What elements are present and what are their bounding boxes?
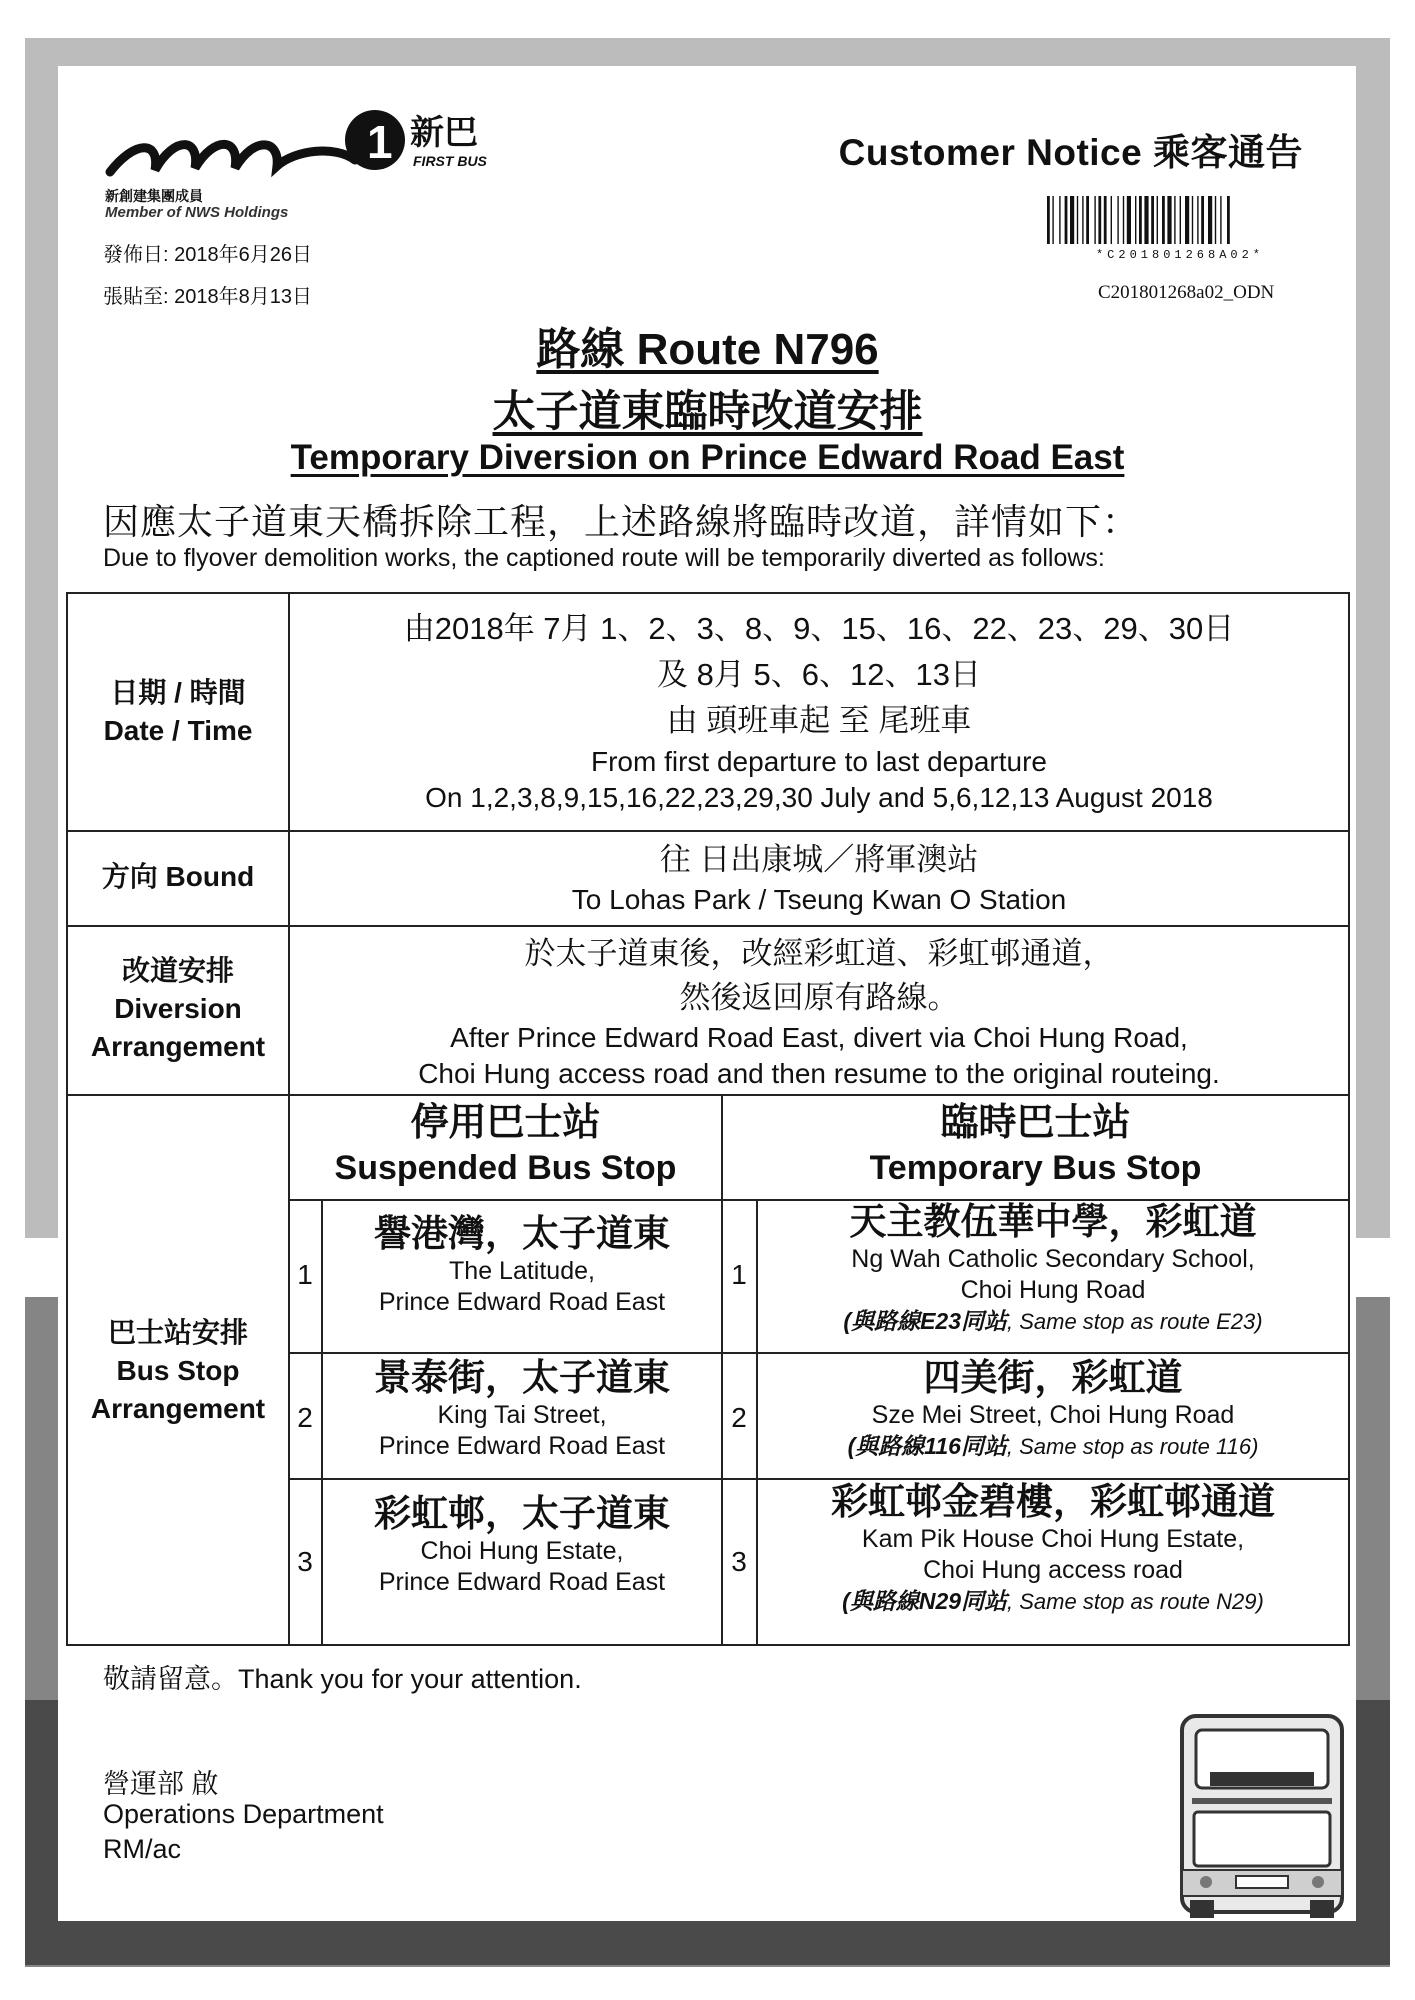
department-en: Operations Department	[103, 1799, 384, 1829]
same-stop-note-zh: (與路線116同站	[847, 1433, 1007, 1459]
diversion-en-line1: After Prince Edward Road East, divert via Choi Hung Road,	[450, 1022, 1188, 1053]
barcode-bar	[1123, 196, 1124, 244]
bus-stop-label-en2: Arrangement	[90, 1393, 266, 1424]
barcode-bar	[1065, 196, 1068, 244]
diversion-table	[66, 592, 1350, 1646]
temporary-stop-zh: 天主教伍華中學，彩虹道	[849, 1201, 1257, 1242]
barcode-bar	[1208, 196, 1212, 244]
barcode-bar	[1104, 196, 1107, 244]
temporary-stop-number: 2	[731, 1402, 747, 1433]
barcode-bar	[1117, 196, 1118, 244]
bound-en: To Lohas Park / Tseung Kwan O Station	[571, 884, 1067, 915]
thank-you-note: 敬請留意。Thank you for your attention.	[103, 1664, 582, 1694]
suspended-stop-en1: Choi Hung Estate,	[420, 1537, 624, 1565]
temporary-stop-number: 1	[731, 1259, 747, 1290]
customer-notice-title: Customer Notice 乘客通告	[838, 132, 1303, 173]
suspended-stop-number: 1	[297, 1259, 313, 1290]
barcode-bar	[1227, 196, 1230, 244]
temporary-stop-en1: Sze Mei Street, Choi Hung Road	[871, 1401, 1235, 1429]
bound-label: 方向 Bound	[101, 861, 255, 892]
diversion-label-en2: Arrangement	[90, 1031, 266, 1062]
same-stop-note	[758, 1431, 1348, 1462]
suspended-header-en: Suspended Bus Stop	[334, 1149, 677, 1187]
suspended-stop-number: 3	[297, 1546, 313, 1577]
barcode-bar	[1215, 196, 1216, 244]
bus-stop-label	[68, 1314, 288, 1428]
barcode	[1045, 196, 1315, 260]
suspended-stop	[323, 1492, 721, 1598]
diversion-zh-line1: 於太子道東後，改經彩虹道、彩虹邨通道，	[524, 936, 1114, 971]
barcode-bar	[1185, 196, 1189, 244]
suspended-stop-en2: Prince Edward Road East	[378, 1432, 666, 1460]
post-until-date: 張貼至: 2018年8月13日	[103, 286, 312, 308]
temporary-header-en: Temporary Bus Stop	[869, 1149, 1202, 1187]
barcode-bar	[1174, 196, 1175, 244]
diversion-title-en: Temporary Diversion on Prince Edward Road East	[290, 438, 1125, 477]
barcode-bar	[1052, 196, 1053, 244]
reference-code: RM/ac	[103, 1834, 182, 1864]
bus-stop-label-en1: Bus Stop	[116, 1355, 240, 1386]
same-stop-note	[758, 1586, 1348, 1617]
date-label-zh: 日期 / 時間	[110, 677, 246, 708]
barcode-bar	[1082, 196, 1083, 244]
barcode-bar	[1197, 196, 1198, 244]
temporary-stop-en2: Choi Hung Road	[960, 1276, 1146, 1304]
bound-details	[290, 838, 1348, 918]
diversion-zh-line2: 然後返回原有路線。	[679, 980, 959, 1015]
barcode-bar	[1180, 196, 1181, 244]
date-zh-line2: 及 8月 5、6、12、13日	[657, 657, 981, 692]
temporary-header-zh: 臨時巴士站	[940, 1102, 1131, 1144]
suspended-stop-number: 2	[297, 1402, 313, 1433]
suspended-stop	[323, 1356, 721, 1462]
same-stop-note-en: , Same stop as route N29)	[1007, 1589, 1264, 1614]
issue-date: 發佈日: 2018年6月26日	[103, 244, 312, 266]
same-stop-note-en: , Same stop as route E23)	[1007, 1309, 1263, 1334]
barcode-bar	[1070, 196, 1074, 244]
same-stop-note	[758, 1306, 1348, 1337]
intro-zh: 因應太子道東天橋拆除工程，上述路線將臨時改道，詳情如下：	[103, 501, 1140, 542]
svg-text:1: 1	[367, 116, 393, 168]
suspended-stop-zh: 譽港灣，太子道東	[374, 1213, 670, 1254]
diversion-label	[68, 952, 288, 1066]
barcode-bar	[1201, 196, 1204, 244]
suspended-header-zh: 停用巴士站	[410, 1102, 601, 1144]
temporary-stop	[758, 1356, 1348, 1462]
diversion-details	[290, 932, 1348, 1092]
intro-en: Due to flyover demolition works, the captioned route will be temporarily diverted as follows:	[103, 544, 1105, 572]
barcode-bar	[1059, 196, 1060, 244]
temporary-header	[723, 1100, 1348, 1190]
temporary-stop	[758, 1480, 1348, 1617]
diversion-label-en1: Diversion	[114, 993, 242, 1024]
notice-code: C201801268a02_ODN	[1098, 282, 1275, 303]
date-en-line1: From first departure to last departure	[591, 746, 1047, 777]
barcode-bar	[1220, 196, 1221, 244]
date-details	[290, 606, 1348, 816]
diversion-en-line2: Choi Hung access road and then resume to the original routeing.	[418, 1058, 1220, 1089]
barcode-bar	[1127, 196, 1131, 244]
barcode-bar	[1192, 196, 1193, 244]
temporary-stop-zh: 彩虹邨金碧樓，彩虹邨通道	[831, 1481, 1275, 1522]
logo-member-en: Member of NWS Holdings	[105, 204, 289, 221]
bus-stop-label-zh: 巴士站安排	[107, 1317, 248, 1348]
date-zh-line1: 由2018年 7月 1、2、3、8、9、15、16、22、23、29、30日	[403, 611, 1235, 646]
suspended-stop-en1: King Tai Street,	[437, 1401, 607, 1429]
barcode-bar	[1157, 196, 1158, 244]
department-zh: 營運部 啟	[103, 1769, 219, 1799]
same-stop-note-zh: (與路線E23同站	[843, 1308, 1007, 1334]
barcode-bar	[1077, 196, 1078, 244]
barcode-bar	[1167, 196, 1171, 244]
temporary-stop-number: 3	[731, 1546, 747, 1577]
diversion-label-zh: 改道安排	[121, 955, 234, 986]
temporary-stop-en1: Kam Pik House Choi Hung Estate,	[861, 1525, 1245, 1553]
route-title: 路線 Route N796	[536, 325, 879, 374]
date-en-line2: On 1,2,3,8,9,15,16,22,23,29,30 July and 5,6,12,13 August 2018	[425, 782, 1213, 813]
same-stop-note-en: , Same stop as route 116)	[1006, 1434, 1259, 1459]
first-bus-logo	[105, 100, 487, 190]
barcode-bar	[1135, 196, 1136, 244]
barcode-text: *C201801268A02*	[1095, 248, 1265, 262]
barcode-bar	[1151, 196, 1154, 244]
barcode-bar	[1111, 196, 1112, 244]
barcode-bar	[1162, 196, 1165, 244]
temporary-stop-en2: Choi Hung access road	[923, 1556, 1183, 1584]
barcode-bar	[1098, 196, 1101, 244]
suspended-stop	[323, 1212, 721, 1318]
suspended-stop-en1: The Latitude,	[449, 1257, 595, 1285]
suspended-stop-zh: 景泰街，太子道東	[374, 1357, 670, 1398]
suspended-stop-zh: 彩虹邨，太子道東	[374, 1493, 670, 1534]
date-label-en: Date / Time	[103, 715, 253, 746]
logo-brand-en: FIRST BUS	[413, 153, 487, 169]
barcode-bar	[1094, 196, 1095, 244]
barcode-bar	[1047, 196, 1050, 244]
suspended-header	[290, 1100, 721, 1190]
barcode-bar	[1144, 196, 1148, 244]
bound-zh: 往 日出康城／將軍澳站	[659, 842, 979, 877]
logo-brand-zh: 新巴	[410, 113, 478, 153]
suspended-stop-en2: Prince Edward Road East	[378, 1568, 666, 1596]
date-time-label	[68, 674, 288, 750]
temporary-stop-zh: 四美街，彩虹道	[923, 1357, 1183, 1398]
temporary-stop	[758, 1200, 1348, 1337]
barcode-bar	[1139, 196, 1142, 244]
temporary-stop-en1: Ng Wah Catholic Secondary School,	[851, 1245, 1255, 1273]
date-zh-line3: 由 頭班車起 至 尾班車	[666, 703, 972, 738]
logo-member-zh: 新創建集團成員	[105, 188, 203, 204]
same-stop-note-zh: (與路線N29同站	[842, 1588, 1008, 1614]
double-decker-bus-icon	[1170, 1712, 1355, 1922]
barcode-bar	[1086, 196, 1089, 244]
diversion-title-zh: 太子道東臨時改道安排	[492, 388, 923, 436]
suspended-stop-en2: Prince Edward Road East	[378, 1288, 666, 1316]
